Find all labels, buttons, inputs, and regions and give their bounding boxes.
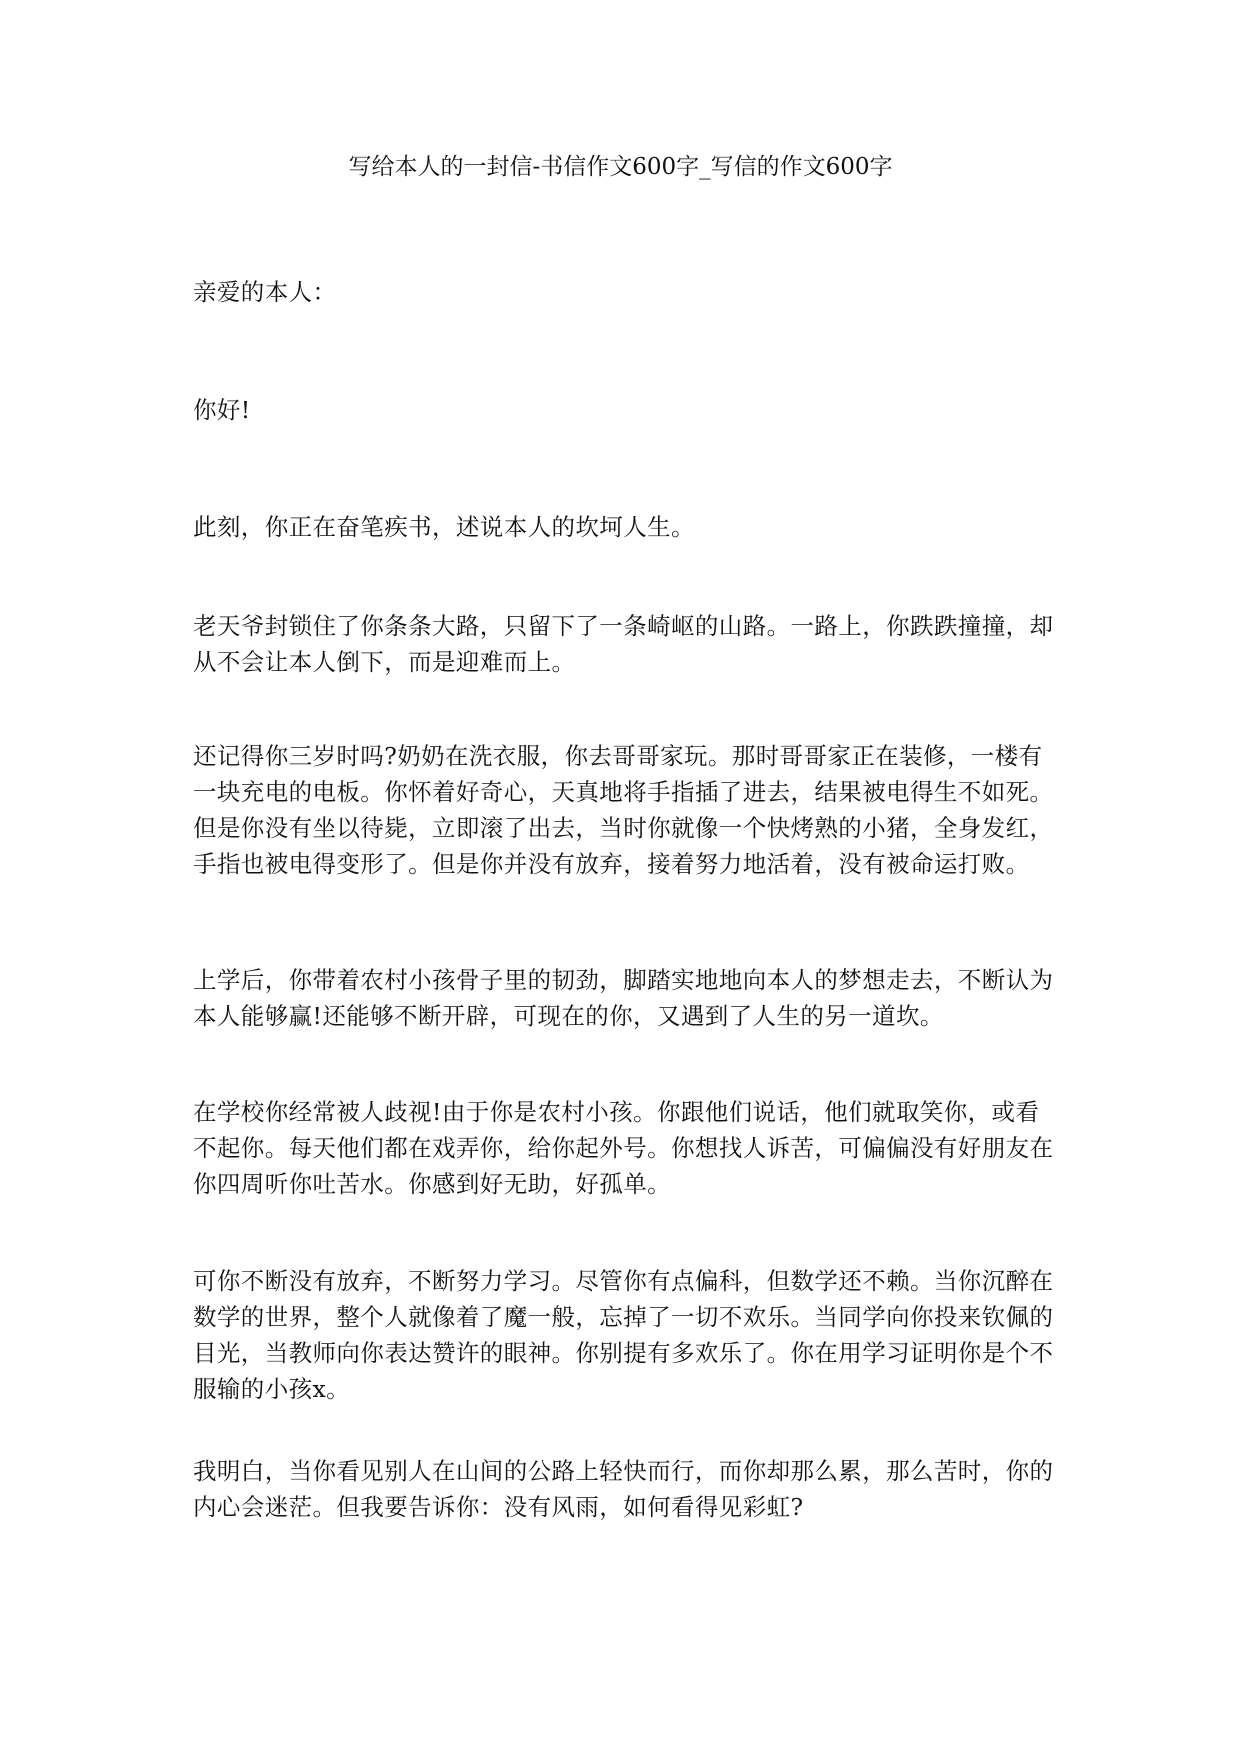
paragraph-2: 老天爷封锁住了你条条大路，只留下了一条崎岖的山路。一路上，你跌跌撞撞，却从不会让本人倒下，而是迎难而上。 <box>193 612 1054 676</box>
greeting: 你好! <box>193 396 251 424</box>
document-title: 写给本人的一封信-书信作文600字_写信的作文600字 <box>348 154 893 180</box>
salutation: 亲爱的本人： <box>193 278 337 306</box>
paragraph-3: 还记得你三岁时吗?奶奶在洗衣服，你去哥哥家玩。那时哥哥家正在装修，一楼有一块充电的电板。你怀着好奇心，天真地将手指插了进去，结果被电得生不如死。但是你没有坐以待毙，立即滚了出去，当时你就像一个快烤熟的小猪，全身发红，手指也被电得变形了。但是你并没有放弃，接着努力地活着，没有被命运打败。 <box>193 742 1054 878</box>
paragraph-7: 我明白，当你看见别人在山间的公路上轻快而行，而你却那么累，那么苦时，你的内心会迷茫。但我要告诉你：没有风雨，如何看得见彩虹? <box>193 1457 1054 1521</box>
paragraph-6: 可你不断没有放弃，不断努力学习。尽管你有点偏科，但数学还不赖。当你沉醉在数学的世界，整个人就像着了魔一般，忘掉了一切不欢乐。当同学向你投来钦佩的目光，当教师向你表达赞许的眼神。你别提有多欢乐了。你在用学习证明你是个不服输的小孩x。 <box>193 1267 1054 1403</box>
paragraph-1: 此刻，你正在奋笔疾书，述说本人的坎坷人生。 <box>193 513 695 541</box>
paragraph-5: 在学校你经常被人歧视!由于你是农村小孩。你跟他们说话，他们就取笑你，或看不起你。每天他们都在戏弄你，给你起外号。你想找人诉苦，可偏偏没有好朋友在你四周听你吐苦水。你感到好无助，好孤单。 <box>193 1098 1054 1198</box>
paragraph-4: 上学后，你带着农村小孩骨子里的韧劲，脚踏实地地向本人的梦想走去，不断认为本人能够赢!还能够不断开辟，可现在的你，又遇到了人生的另一道坎。 <box>193 966 1054 1030</box>
